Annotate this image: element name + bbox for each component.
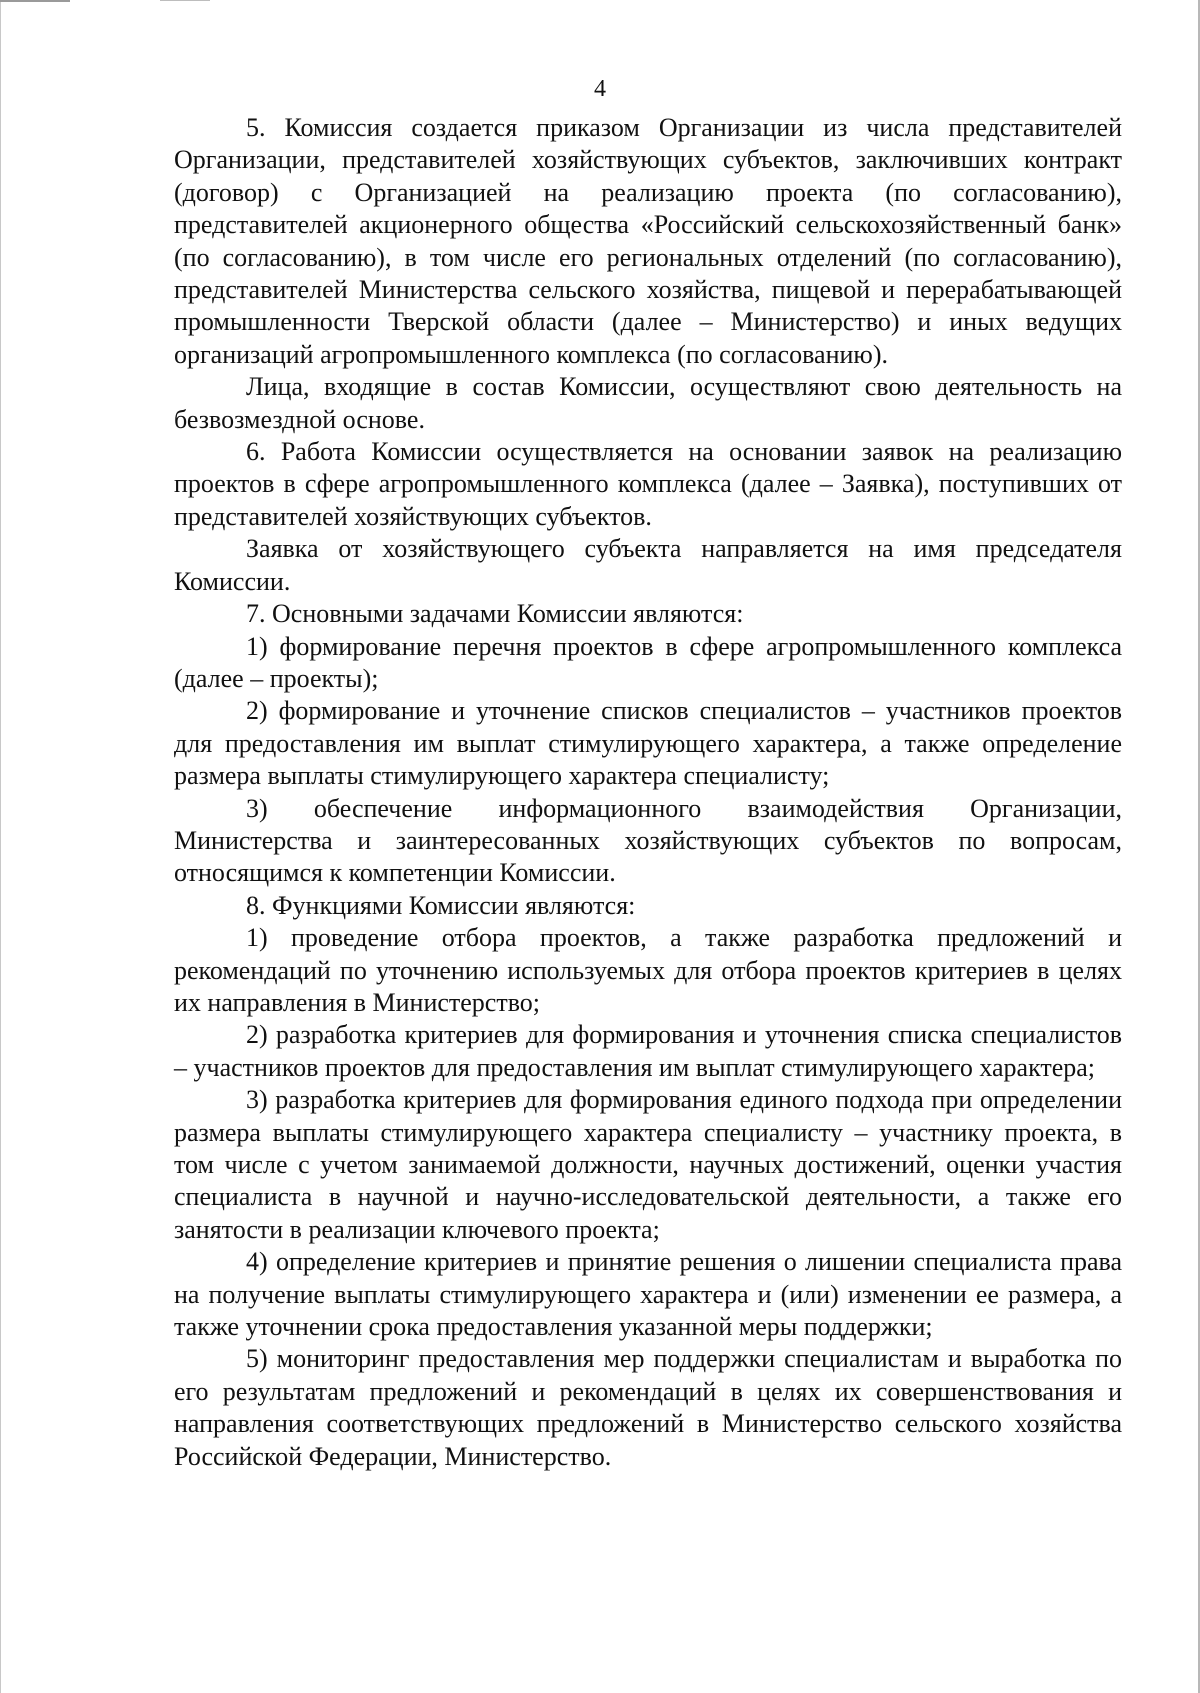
paragraph-commission-composition: 5. Комиссия создается приказом Организации из числа представителей Организации, представителей хозяйствующих субъектов, заключивших контракт (договор) с Организацией на реализацию проекта (по согласованию), представителей акционерного общества «Российский сельскохозяйственный банк» (по согласованию), в том числе его региональных отделений (по согласованию), представителей Министерства сельского хозяйства, пищевой и перерабатывающей промышленности Тверской области (далее – Министерство) и иных ведущих организаций агропромышленного комплекса (по согласованию). <box>174 113 1122 369</box>
paragraph-function-5: 5) мониторинг предоставления мер поддержки специалистам и выработка по его результатам предложений и рекомендаций в целях их совершенствования и направления соответствующих предложений в Министерство сельского хозяйства Российской Федерации, Министерство. <box>174 1344 1122 1471</box>
page-number: 4 <box>594 76 606 102</box>
paragraph-function-2: 2) разработка критериев для формирования и уточнения списка специалистов – участников проектов для предоставления им выплат стимулирующего характера; <box>174 1020 1122 1082</box>
paragraph-tasks-heading: 7. Основными задачами Комиссии являются: <box>246 599 744 629</box>
document-body <box>174 112 1122 1473</box>
paragraph-task-2: 2) формирование и уточнение списков специалистов – участников проектов для предоставления им выплат стимулирующего характера, а также определение размера выплаты стимулирующего характера специалисту; <box>174 696 1122 791</box>
scan-edge-left <box>0 0 1 1693</box>
paragraph-task-3: 3) обеспечение информационного взаимодействия Организации, Министерства и заинтересованных хозяйствующих субъектов по вопросам, относящимся к компетенции Комиссии. <box>174 793 1122 888</box>
paragraph-function-1: 1) проведение отбора проектов, а также разработка предложений и рекомендаций по уточнению используемых для отбора проектов критериев в целях их направления в Министерство; <box>174 923 1122 1017</box>
paragraph-function-4: 4) определение критериев и принятие решения о лишении специалиста права на получение выплаты стимулирующего характера и (или) изменении ее размера, а также уточнении срока предоставления указанной меры поддержки; <box>174 1247 1122 1342</box>
paragraph-gratuitous-basis: Лица, входящие в состав Комиссии, осуществляют свою деятельность на безвозмездной основе. <box>174 372 1122 434</box>
paragraph-functions-heading: 8. Функциями Комиссии являются: <box>246 890 636 920</box>
paragraph-task-1: 1) формирование перечня проектов в сфере агропромышленного комплекса (далее – проекты); <box>174 631 1122 693</box>
scan-artifact-line <box>160 0 210 1</box>
scan-artifact-line <box>0 0 70 2</box>
paragraph-application-addressee: Заявка от хозяйствующего субъекта направляется на имя председателя Комиссии. <box>174 534 1122 596</box>
paragraph-function-3: 3) разработка критериев для формирования единого подхода при определении размера выплаты стимулирующего характера специалисту – участнику проекта, в том числе с учетом занимаемой должности, научных достижений, оценки участия специалиста в научной и научно-исследовательской деятельности, а также его занятости в реализации ключевого проекта; <box>174 1085 1122 1244</box>
paragraph-work-basis: 6. Работа Комиссии осуществляется на основании заявок на реализацию проектов в сфере агропромышленного комплекса (далее – Заявка), поступивших от представителей хозяйствующих субъектов. <box>174 437 1122 531</box>
